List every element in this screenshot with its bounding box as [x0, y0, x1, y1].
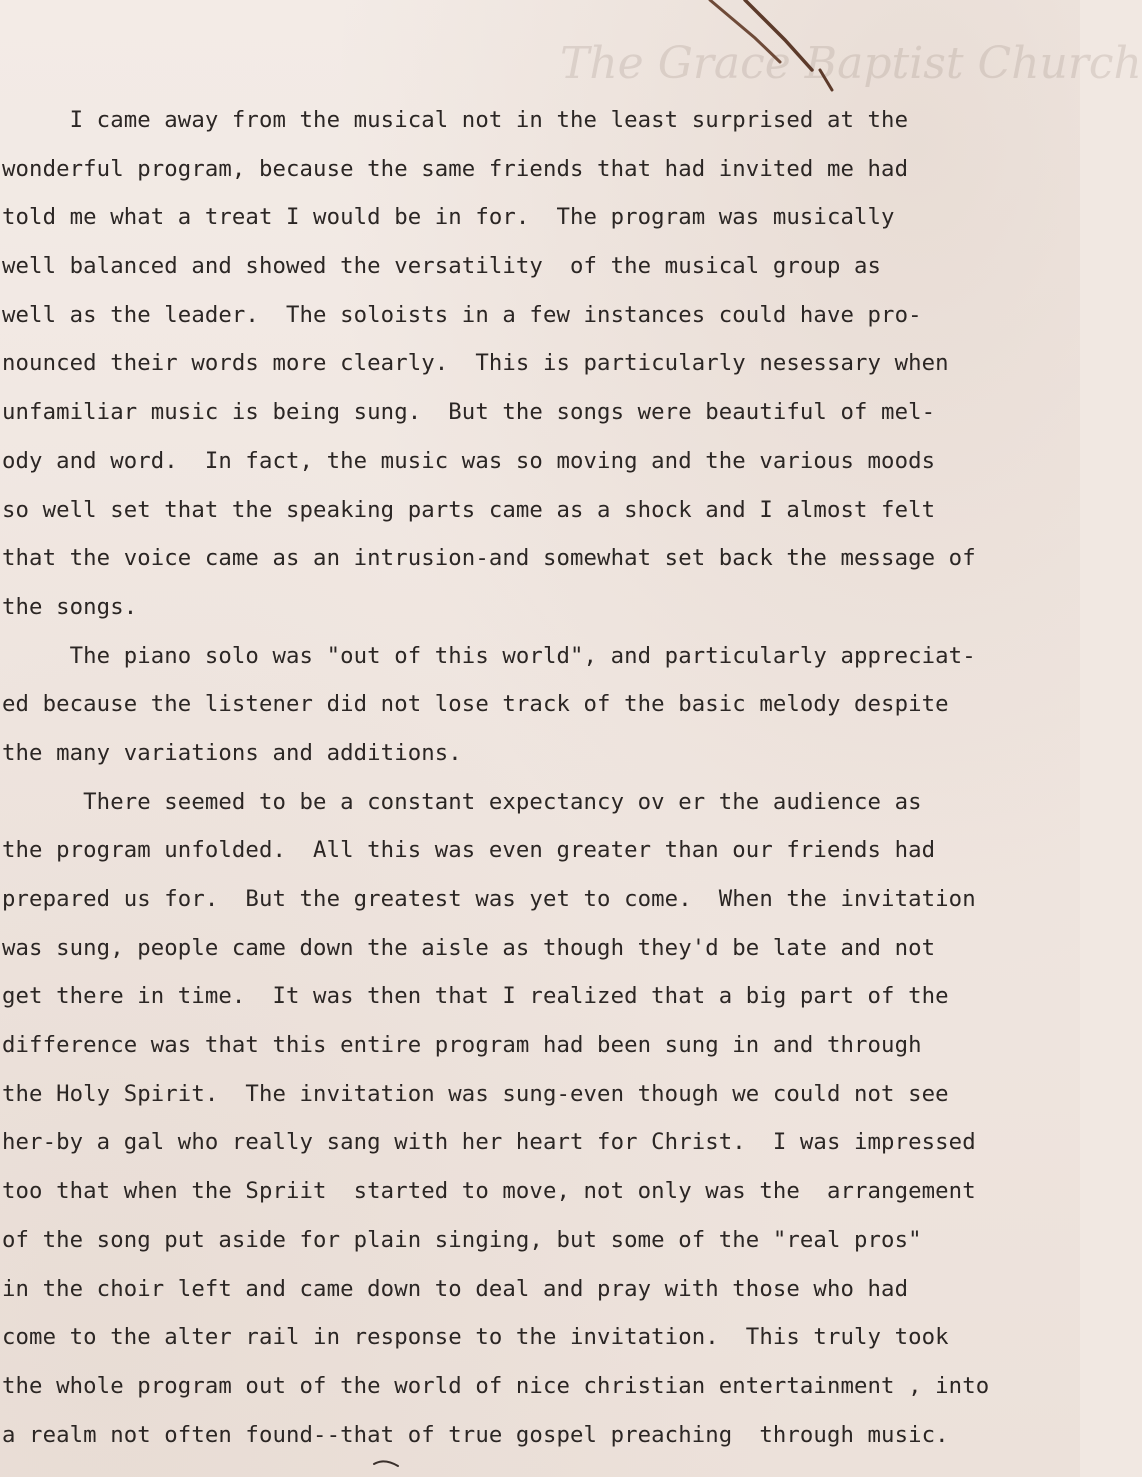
- text-line: wonderful program, because the same friends that had invited me had: [2, 155, 909, 182]
- text-line: the songs.: [2, 593, 138, 620]
- text-line: too that when the Spriit started to move, not only was the arrangement: [2, 1178, 976, 1205]
- text-line: a realm not often found--that of true gospel preaching through music.: [2, 1421, 949, 1448]
- text-line: well as the leader. The soloists in a few instances could have pro-: [2, 301, 922, 328]
- text-line: in the choir left and came down to deal and pray with those who had: [2, 1275, 909, 1302]
- text-line: the program unfolded. All this was even greater than our friends had: [2, 837, 936, 864]
- text-line: The piano solo was "out of this world", and particularly appreciat-: [2, 642, 976, 669]
- letterhead-bleed-through: The Grace Baptist Church: [560, 38, 1142, 89]
- text-line: nounced their words more clearly. This is particularly nesessary when: [2, 350, 949, 377]
- text-line: ed because the listener did not lose track of the basic melody despite: [2, 691, 949, 718]
- text-line: I came away from the musical not in the least surprised at the: [2, 107, 909, 133]
- text-line: unfamiliar music is being sung. But the songs were beautiful of mel-: [2, 399, 936, 426]
- fold-crease-mark: [700, 0, 850, 100]
- text-line: so well set that the speaking parts came as a shock and I almost felt: [2, 496, 936, 523]
- text-line: There seemed to be a constant expectancy ov er the audience as: [2, 788, 922, 815]
- text-line: the Holy Spirit. The invitation was sung-even though we could not see: [2, 1080, 949, 1107]
- text-line: ody and word. In fact, the music was so moving and the various moods: [2, 447, 936, 474]
- text-line: that the voice came as an intrusion-and somewhat set back the message of: [2, 545, 976, 572]
- bottom-pen-mark: [372, 1456, 402, 1470]
- text-line: of the song put aside for plain singing, but some of the "real pros": [2, 1226, 922, 1253]
- text-line: the many variations and additions.: [2, 739, 462, 766]
- text-line: the whole program out of the world of nice christian entertainment , into: [2, 1372, 990, 1399]
- text-line: was sung, people came down the aisle as though they'd be late and not: [2, 934, 936, 961]
- text-line: difference was that this entire program had been sung in and through: [2, 1032, 922, 1059]
- text-line: come to the alter rail in response to the invitation. This truly took: [2, 1324, 949, 1351]
- text-line: prepared us for. But the greatest was yet to come. When the invitation: [2, 886, 976, 912]
- text-line: her-by a gal who really sang with her heart for Christ. I was impressed: [2, 1129, 976, 1156]
- text-line: well balanced and showed the versatility of the musical group as: [2, 253, 882, 280]
- text-line: told me what a treat I would be in for. The program was musically: [2, 204, 895, 231]
- text-line: get there in time. It was then that I realized that a big part of the: [2, 983, 949, 1010]
- letter-body: [2, 96, 1078, 1459]
